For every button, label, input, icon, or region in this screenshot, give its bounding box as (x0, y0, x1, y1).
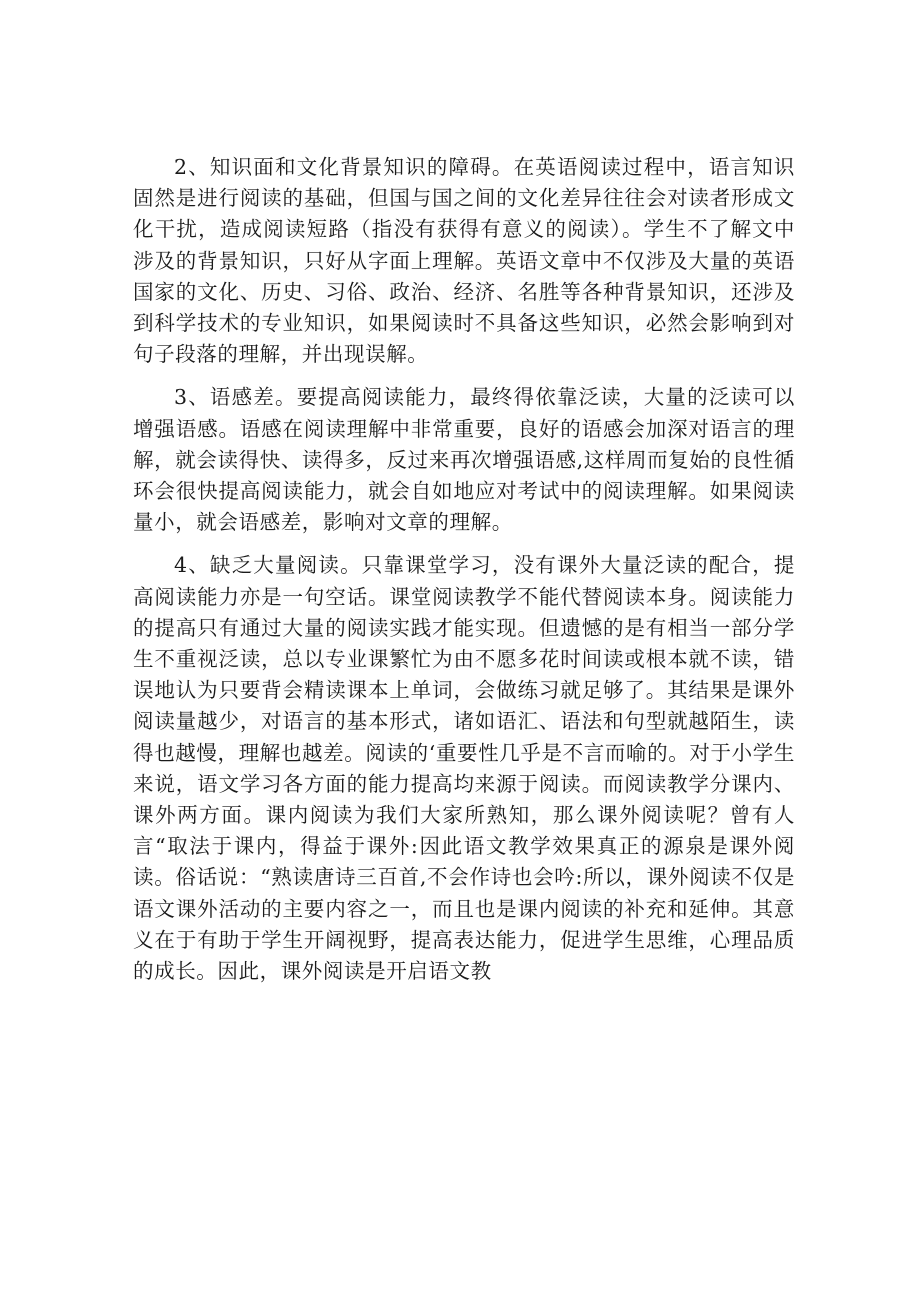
paragraph-language-sense: 3、语感差。要提高阅读能力，最终得依靠泛读，大量的泛读可以增强语感。语感在阅读理解中非常重要，良好的语感会加深对语言的理解，就会读得快、读得多，反过来再次增强语感,这样周而复始的良性循环会很快提高阅读能力，就会自如地应对考试中的阅读理解。如果阅读量小，就会语感差，影响对文章的理解。 (133, 385, 795, 535)
paragraph-extensive-reading: 4、缺乏大量阅读。只靠课堂学习，没有课外大量泛读的配合，提高阅读能力亦是一句空话。课堂阅读教学不能代替阅读本身。阅读能力的提高只有通过大量的阅读实践才能实现。但遗憾的是有相当一部分学生不重视泛读，总以专业课繁忙为由不愿多花时间读或根本就不读，错误地认为只要背会精读课本上单词，会做练习就足够了。其结果是课外阅读量越少，对语言的基本形式，诸如语汇、语法和句型就越陌生，读得也越慢，理解也越差。阅读的‘重要性几乎是不言而喻的。对于小学生来说，语文学习各方面的能力提高均来源于阅读。而阅读教学分课内、课外两方面。课内阅读为我们大家所熟知，那么课外阅读呢？曾有人言“取法于课内，得益于课外:因此语文教学效果真正的源泉是课外阅读。俗话说：“熟读唐诗三百首,不会作诗也会吟:所以，课外阅读不仅是语文课外活动的主要内容之一，而且也是课内阅读的补充和延伸。其意义在于有助于学生开阔视野，提高表达能力，促进学生思维，心理品质的成长。因此，课外阅读是开启语文教 (133, 553, 795, 984)
document-body (133, 152, 795, 987)
paragraph-knowledge-background: 2、知识面和文化背景知识的障碍。在英语阅读过程中，语言知识固然是进行阅读的基础，但国与国之间的文化差异往往会对读者形成文化干扰，造成阅读短路（指没有获得有意义的阅读）。学生不了解文中涉及的背景知识，只好从字面上理解。英语文章中不仅涉及大量的英语国家的文化、历史、习俗、政治、经济、名胜等各种背景知识，还涉及到科学技术的专业知识，如果阅读时不具备这些知识，必然会影响到对句子段落的理解，并出现误解。 (133, 155, 795, 367)
